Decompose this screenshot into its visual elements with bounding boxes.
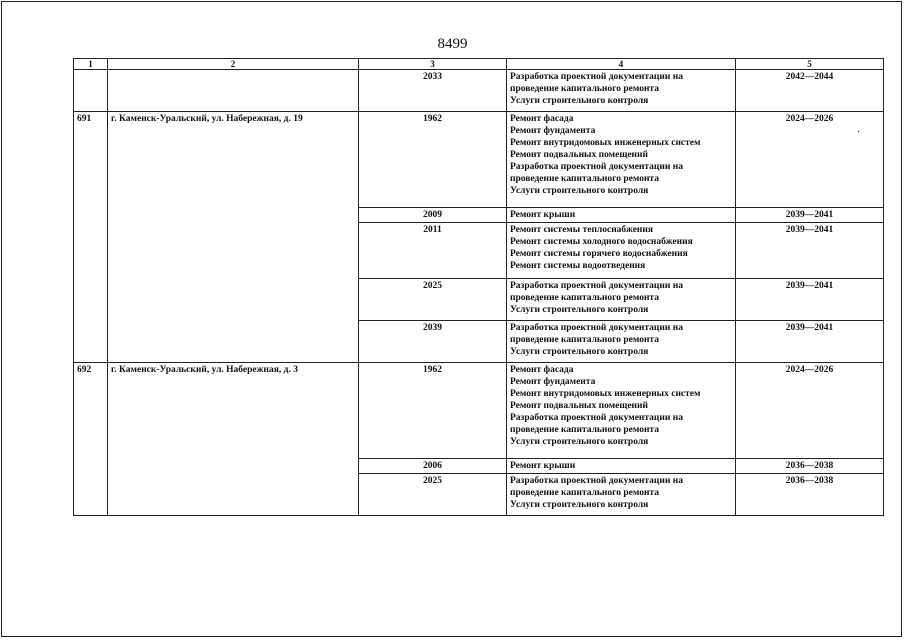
address-cell: г. Каменск-Уральский, ул. Набережная, д. 19 [108,112,359,363]
work-item: Ремонт внутридомовых инженерных систем [510,138,701,148]
year-cell: 1962 [359,363,507,459]
year-cell: 2011 [359,223,507,279]
period-cell: 2039—2041 [736,279,884,321]
work-item: Ремонт крыши [510,210,576,220]
period-cell: 2036—2038 [736,459,884,474]
period-cell: 2036—2038 [736,474,884,516]
year-cell: 2033 [359,70,507,112]
work-item: проведение капитального ремонта [510,174,659,184]
works-cell [507,70,736,112]
work-item: Ремонт системы горячего водоснабжения [510,249,688,259]
period-cell: 2039—2041 [736,223,884,279]
works-cell [507,321,736,363]
table-row [74,112,884,208]
work-item: Услуги строительного контроля [510,500,649,510]
year-cell: 1962 [359,112,507,208]
work-item: Ремонт фасада [510,114,574,124]
work-item: Ремонт фасада [510,365,574,375]
year-cell: 2039 [359,321,507,363]
work-item: проведение капитального ремонта [510,335,659,345]
year-cell: 2025 [359,279,507,321]
works-cell [507,208,736,223]
work-item: Ремонт подвальных помещений [510,401,648,411]
stray-mark: · [857,127,861,138]
period-cell: 2042—2044 [736,70,884,112]
work-item: Ремонт фундамента [510,126,596,136]
header-col-4: 4 [507,59,736,70]
address-cell [108,70,359,112]
works-cell [507,459,736,474]
work-item: Разработка проектной документации на [510,281,683,291]
works-cell [507,223,736,279]
work-item: проведение капитального ремонта [510,488,659,498]
work-item: Разработка проектной документации на [510,413,683,423]
work-item: Разработка проектной документации на [510,72,683,82]
work-item: Услуги строительного контроля [510,437,649,447]
works-cell [507,363,736,459]
work-item: Ремонт внутридомовых инженерных систем [510,389,701,399]
header-col-3: 3 [359,59,507,70]
works-cell [507,474,736,516]
row-number-cell: 692 [74,363,108,516]
period-cell: 2039—2041 [736,321,884,363]
header-col-1: 1 [74,59,108,70]
work-item: Ремонт подвальных помещений [510,150,648,160]
work-item: Услуги строительного контроля [510,305,649,315]
address-cell: г. Каменск-Уральский, ул. Набережная, д. 3 [108,363,359,516]
header-row [74,59,884,70]
row-number-cell: 691 [74,112,108,363]
work-item: Разработка проектной документации на [510,323,683,333]
work-item: проведение капитального ремонта [510,425,659,435]
work-item: Ремонт крыши [510,461,576,471]
table-row [74,363,884,459]
work-item: Услуги строительного контроля [510,347,649,357]
header-col-5: 5 [736,59,884,70]
page-number: 8499 [437,36,468,52]
year-cell: 2006 [359,459,507,474]
work-item: Разработка проектной документации на [510,162,683,172]
work-item: Разработка проектной документации на [510,476,683,486]
work-item: проведение капитального ремонта [510,84,659,94]
work-item: Ремонт системы холодного водоснабжения [510,237,693,247]
period-cell: 2024—2026 [736,112,884,208]
work-item: Услуги строительного контроля [510,186,649,196]
period-cell: 2024—2026 [736,363,884,459]
work-item: Услуги строительного контроля [510,96,649,106]
capital-repair-table [73,58,884,516]
header-col-2: 2 [108,59,359,70]
work-item: Ремонт системы водоотведения [510,261,646,271]
year-cell: 2009 [359,208,507,223]
row-number-cell [74,70,108,112]
works-cell [507,112,736,208]
work-item: Ремонт фундамента [510,377,596,387]
work-item: Ремонт системы теплоснабжения [510,225,654,235]
period-cell: 2039—2041 [736,208,884,223]
works-cell [507,279,736,321]
year-cell: 2025 [359,474,507,516]
work-item: проведение капитального ремонта [510,293,659,303]
table-row [74,70,884,112]
